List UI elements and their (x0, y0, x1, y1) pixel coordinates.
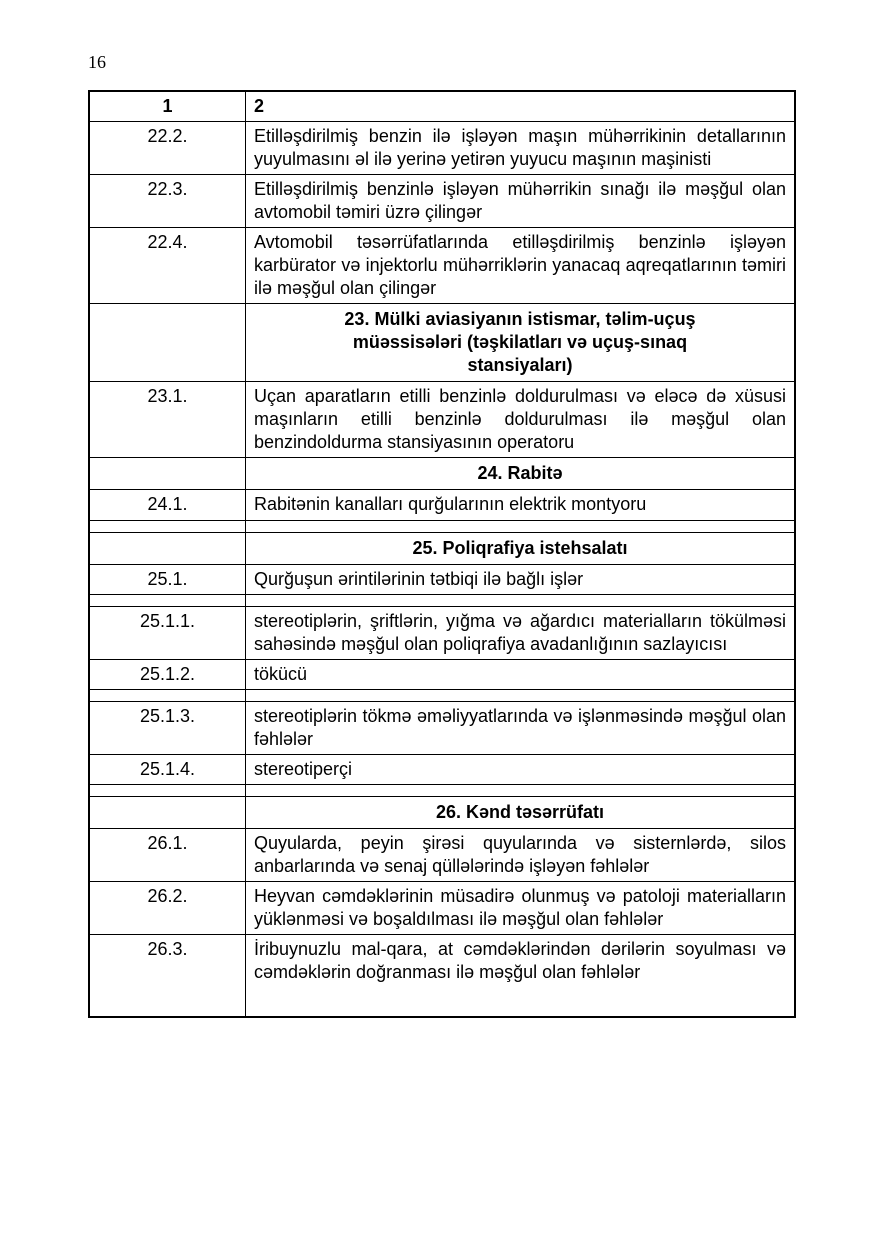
table-row (89, 659, 795, 689)
table-row (89, 122, 795, 175)
row-text-cell (246, 689, 796, 701)
section-header-row (89, 304, 795, 382)
row-number-cell (89, 520, 246, 532)
row-text-cell: 26. Kənd təsərrüfatı (246, 796, 796, 828)
spacer-row (89, 784, 795, 796)
row-text-cell: Quyularda, peyin şirəsi quyularında və sisternlərdə, silos anbarlarında və senaj qüllələrində işləyən fəhlələr (246, 828, 796, 881)
row-text-cell: stereotiperçi (246, 754, 796, 784)
section-header-row (89, 532, 795, 564)
header-col-1: 1 (89, 91, 246, 122)
table-row (89, 175, 795, 228)
row-number-cell: 25.1.4. (89, 754, 246, 784)
table-row (89, 228, 795, 304)
row-text-cell: stereotiplərin tökmə əməliyyatlarında və işlənməsində məşğul olan fəhlələr (246, 701, 796, 754)
occupations-table (88, 90, 796, 1018)
row-number-cell: 25.1.2. (89, 659, 246, 689)
row-number-cell (89, 594, 246, 606)
section-header-row (89, 796, 795, 828)
table-row (89, 934, 795, 1017)
row-number-cell: 25.1.3. (89, 701, 246, 754)
table-row (89, 701, 795, 754)
spacer-row (89, 594, 795, 606)
row-text-cell: Uçan aparatların etilli benzinlə doldurulması və eləcə də xüsusi maşınların etilli benzinlə doldurulması ilə məşğul olan benzindoldurma stansiyasının operatoru (246, 382, 796, 458)
row-number-cell: 25.1. (89, 564, 246, 594)
row-number-cell (89, 304, 246, 382)
row-number-cell (89, 532, 246, 564)
row-text-cell: Etilləşdirilmiş benzinlə işləyən mühərrikin sınağı ilə məşğul olan avtomobil təmiri üzrə çilingər (246, 175, 796, 228)
row-number-cell (89, 458, 246, 490)
spacer-row (89, 689, 795, 701)
row-text-cell: Etilləşdirilmiş benzin ilə işləyən maşın mühərrikinin detallarının yuyulmasını əl ilə yerinə yetirən yuyucu maşının maşinisti (246, 122, 796, 175)
row-text-cell (246, 784, 796, 796)
row-number-cell (89, 796, 246, 828)
row-number-cell: 26.2. (89, 881, 246, 934)
row-text-cell (246, 594, 796, 606)
page-number: 16 (88, 52, 106, 72)
row-number-cell: 22.4. (89, 228, 246, 304)
table-row (89, 382, 795, 458)
section-header-row (89, 458, 795, 490)
table-row (89, 881, 795, 934)
row-number-cell: 25.1.1. (89, 606, 246, 659)
row-text-cell: Avtomobil təsərrüfatlarında etilləşdirilmiş benzinlə işləyən karbürator və injektorlu mühərriklərin yanacaq aqreqatlarının təmiri ilə məşğul olan çilingər (246, 228, 796, 304)
table-row (89, 606, 795, 659)
row-text-cell: tökücü (246, 659, 796, 689)
row-number-cell: 22.3. (89, 175, 246, 228)
table-row (89, 564, 795, 594)
row-number-cell: 23.1. (89, 382, 246, 458)
row-text-cell: 23. Mülki aviasiyanın istismar, təlim-uçuş müəssisələri (təşkilatları və uçuş-sınaq stansiyaları) (246, 304, 796, 382)
row-text-cell: 25. Poliqrafiya istehsalatı (246, 532, 796, 564)
table-row (89, 828, 795, 881)
row-number-cell: 24.1. (89, 490, 246, 520)
row-number-cell: 26.3. (89, 934, 246, 1017)
row-number-cell (89, 689, 246, 701)
row-text-cell: Rabitənin kanalları qurğularının elektrik montyoru (246, 490, 796, 520)
table-row (89, 490, 795, 520)
header-col-2: 2 (246, 91, 796, 122)
table-body (89, 122, 795, 1017)
row-text-cell: İribuynuzlu mal-qara, at cəmdəklərindən dərilərin soyulması və cəmdəklərin doğranması ilə məşğul olan fəhlələr (246, 934, 796, 1017)
row-number-cell: 26.1. (89, 828, 246, 881)
row-text-cell: stereotiplərin, şriftlərin, yığma və ağardıcı materialların tökülməsi sahəsində məşğul olan poliqrafiya avadanlığının sazlayıcısı (246, 606, 796, 659)
row-text-cell: Heyvan cəmdəklərinin müsadirə olunmuş və patoloji materialların yüklənməsi və boşaldılması ilə məşğul olan fəhlələr (246, 881, 796, 934)
row-number-cell (89, 784, 246, 796)
table-header-row (89, 91, 795, 122)
spacer-row (89, 520, 795, 532)
row-text-cell (246, 520, 796, 532)
row-number-cell: 22.2. (89, 122, 246, 175)
row-text-cell: 24. Rabitə (246, 458, 796, 490)
table-row (89, 754, 795, 784)
row-text-cell: Qurğuşun ərintilərinin tətbiqi ilə bağlı işlər (246, 564, 796, 594)
